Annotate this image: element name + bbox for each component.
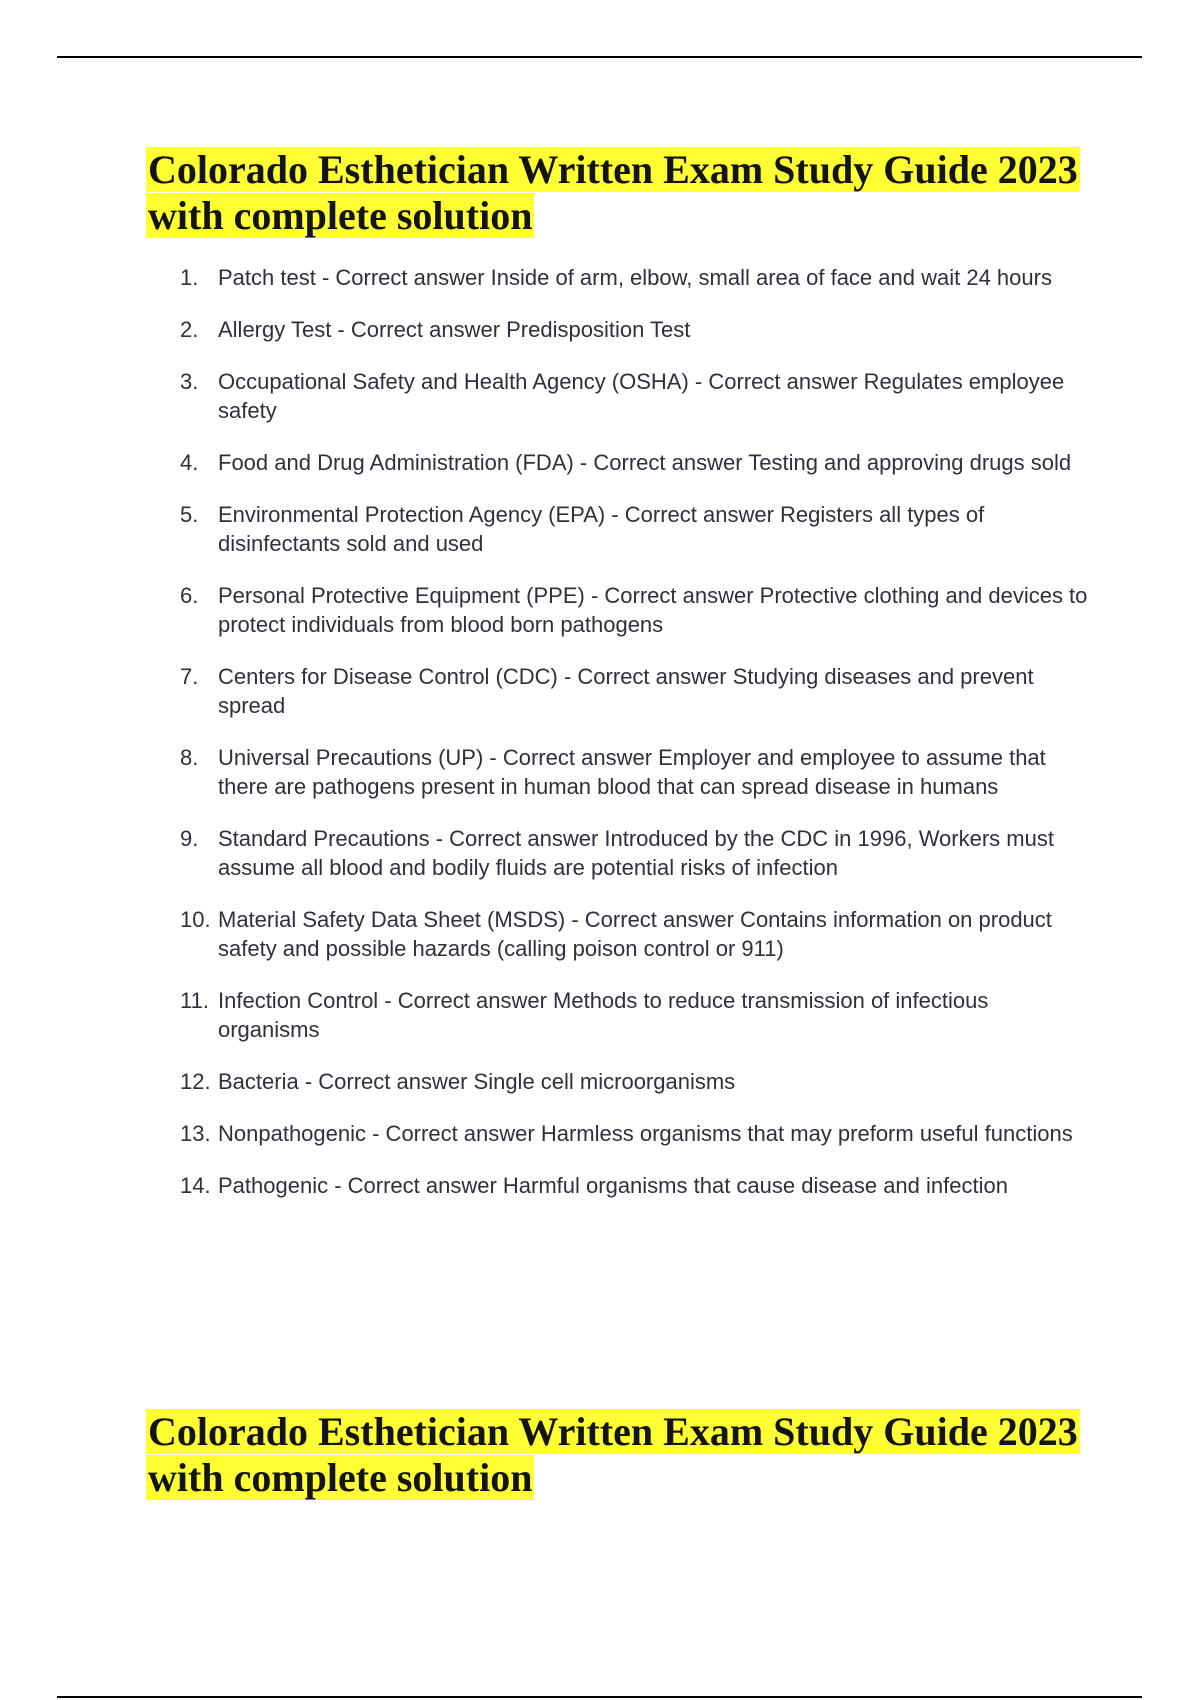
list-item xyxy=(170,662,1090,720)
list-item-number: 5. xyxy=(180,502,199,527)
bottom-rule xyxy=(57,1696,1142,1698)
list-item-text: Infection Control - Correct answer Methods to reduce transmission of infectious organisms xyxy=(218,988,989,1042)
list-item-text: Bacteria - Correct answer Single cell microorganisms xyxy=(218,1069,736,1094)
list-item-text: Environmental Protection Agency (EPA) - Correct answer Registers all types of disinfectants sold and used xyxy=(218,502,985,556)
list-item xyxy=(170,315,1090,344)
list-item xyxy=(170,367,1090,425)
list-item-text: Standard Precautions - Correct answer Introduced by the CDC in 1996, Workers must assume all blood and bodily fluids are potential risks of infection xyxy=(218,826,1054,880)
document-title xyxy=(146,147,1086,239)
list-item xyxy=(170,1067,1090,1096)
list-item xyxy=(170,1171,1090,1200)
list-item xyxy=(170,1119,1090,1148)
list-item xyxy=(170,448,1090,477)
list-item-number: 7. xyxy=(180,664,199,689)
list-item-number: 6. xyxy=(180,583,199,608)
list-item xyxy=(170,263,1090,292)
list-item-number: 12. xyxy=(180,1069,211,1094)
list-item-text: Pathogenic - Correct answer Harmful organisms that cause disease and infection xyxy=(218,1173,1008,1198)
list-item xyxy=(170,905,1090,963)
list-item-text: Food and Drug Administration (FDA) - Correct answer Testing and approving drugs sold xyxy=(218,450,1072,475)
list-item xyxy=(170,824,1090,882)
list-item-number: 3. xyxy=(180,369,199,394)
list-item-number: 14. xyxy=(180,1173,211,1198)
list-item-text: Material Safety Data Sheet (MSDS) - Correct answer Contains information on product safety and possible hazards (calling poison control or 911) xyxy=(218,907,1052,961)
list-item xyxy=(170,500,1090,558)
list-item-number: 4. xyxy=(180,450,199,475)
list-item-text: Allergy Test - Correct answer Predisposition Test xyxy=(218,317,691,342)
list-item-text: Patch test - Correct answer Inside of arm, elbow, small area of face and wait 24 hours xyxy=(218,265,1052,290)
list-item-text: Nonpathogenic - Correct answer Harmless organisms that may preform useful functions xyxy=(218,1121,1073,1146)
list-item-number: 10. xyxy=(180,907,211,932)
list-item-text: Occupational Safety and Health Agency (OSHA) - Correct answer Regulates employee safety xyxy=(218,369,1065,423)
document-title-text: Colorado Esthetician Written Exam Study Guide 2023 with complete solution xyxy=(148,147,1078,238)
list-item-number: 13. xyxy=(180,1121,211,1146)
document-title-repeat-text: Colorado Esthetician Written Exam Study Guide 2023 with complete solution xyxy=(148,1409,1078,1500)
list-item-text: Personal Protective Equipment (PPE) - Correct answer Protective clothing and devices to protect individuals from blood born pathogens xyxy=(218,583,1088,637)
list-item-text: Universal Precautions (UP) - Correct answer Employer and employee to assume that there are pathogens present in human blood that can spread disease in humans xyxy=(218,745,1046,799)
list-item xyxy=(170,986,1090,1044)
qa-list xyxy=(170,263,1090,1200)
list-item-number: 2. xyxy=(180,317,199,342)
list-item-text: Centers for Disease Control (CDC) - Correct answer Studying diseases and prevent spread xyxy=(218,664,1034,718)
list-item xyxy=(170,743,1090,801)
list-item-number: 1. xyxy=(180,265,199,290)
top-rule xyxy=(57,56,1142,58)
document-title-repeat xyxy=(146,1409,1086,1501)
list-item-number: 8. xyxy=(180,745,199,770)
list-item-number: 9. xyxy=(180,826,199,851)
list-item xyxy=(170,581,1090,639)
list-item-number: 11. xyxy=(180,988,209,1013)
